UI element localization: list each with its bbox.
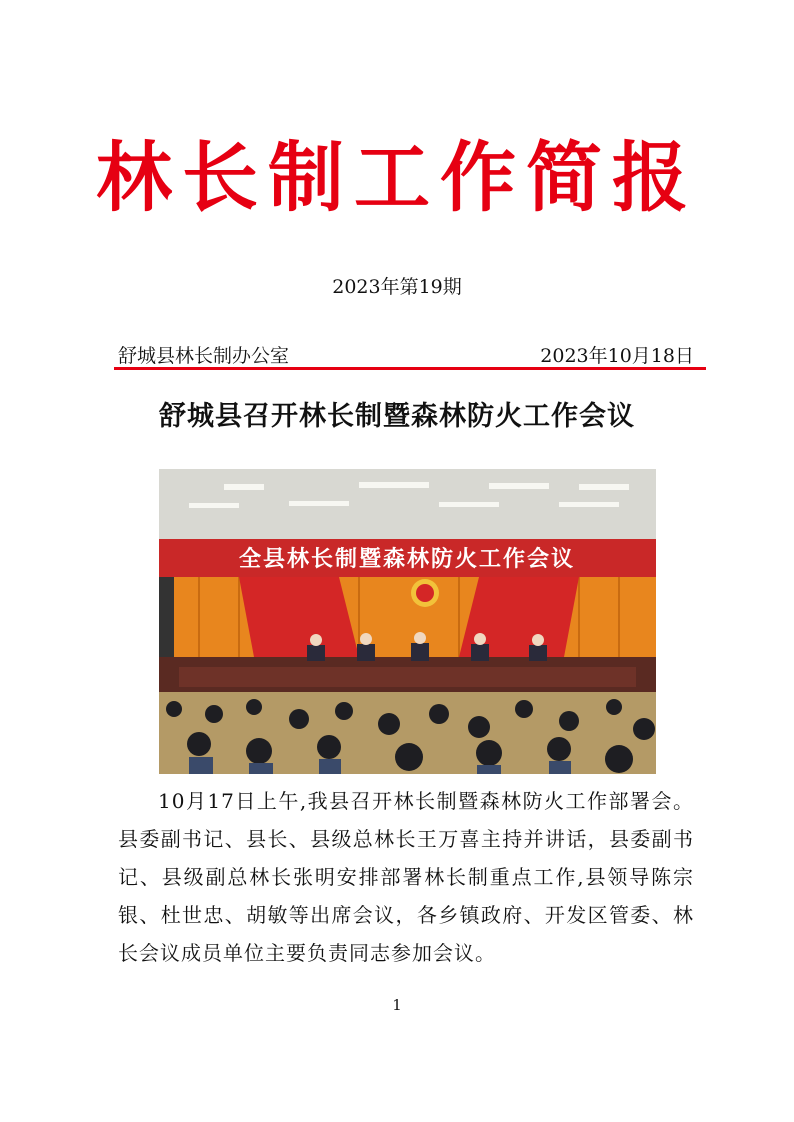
article-body: 10月17日上午,我县召开林长制暨森林防火工作部署会。县委副书记、县长、县级总林长王万喜主持并讲话，县委副书记、县级副总林长张明安排部署林长制重点工作,县领导陈宗银、杜世忠、胡敏等出席会议，各乡镇政府、开发区管委、林长会议成员单位主要负责同志参加会议。 xyxy=(118,789,694,965)
publish-date: 2023年10月18日 xyxy=(540,345,694,367)
issue-number: 2023年第19期 xyxy=(332,276,462,298)
page-number: 1 xyxy=(392,996,402,1014)
newsletter-masthead-title: 林长制工作简报 xyxy=(96,133,698,222)
meeting-photo xyxy=(159,469,656,774)
issuing-office: 舒城县林长制办公室 xyxy=(118,345,290,367)
article-headline: 舒城县召开林长制暨森林防火工作会议 xyxy=(159,401,635,432)
photo-banner-text: 全县林长制暨森林防火工作会议 xyxy=(238,547,576,572)
red-divider-line xyxy=(114,367,706,370)
